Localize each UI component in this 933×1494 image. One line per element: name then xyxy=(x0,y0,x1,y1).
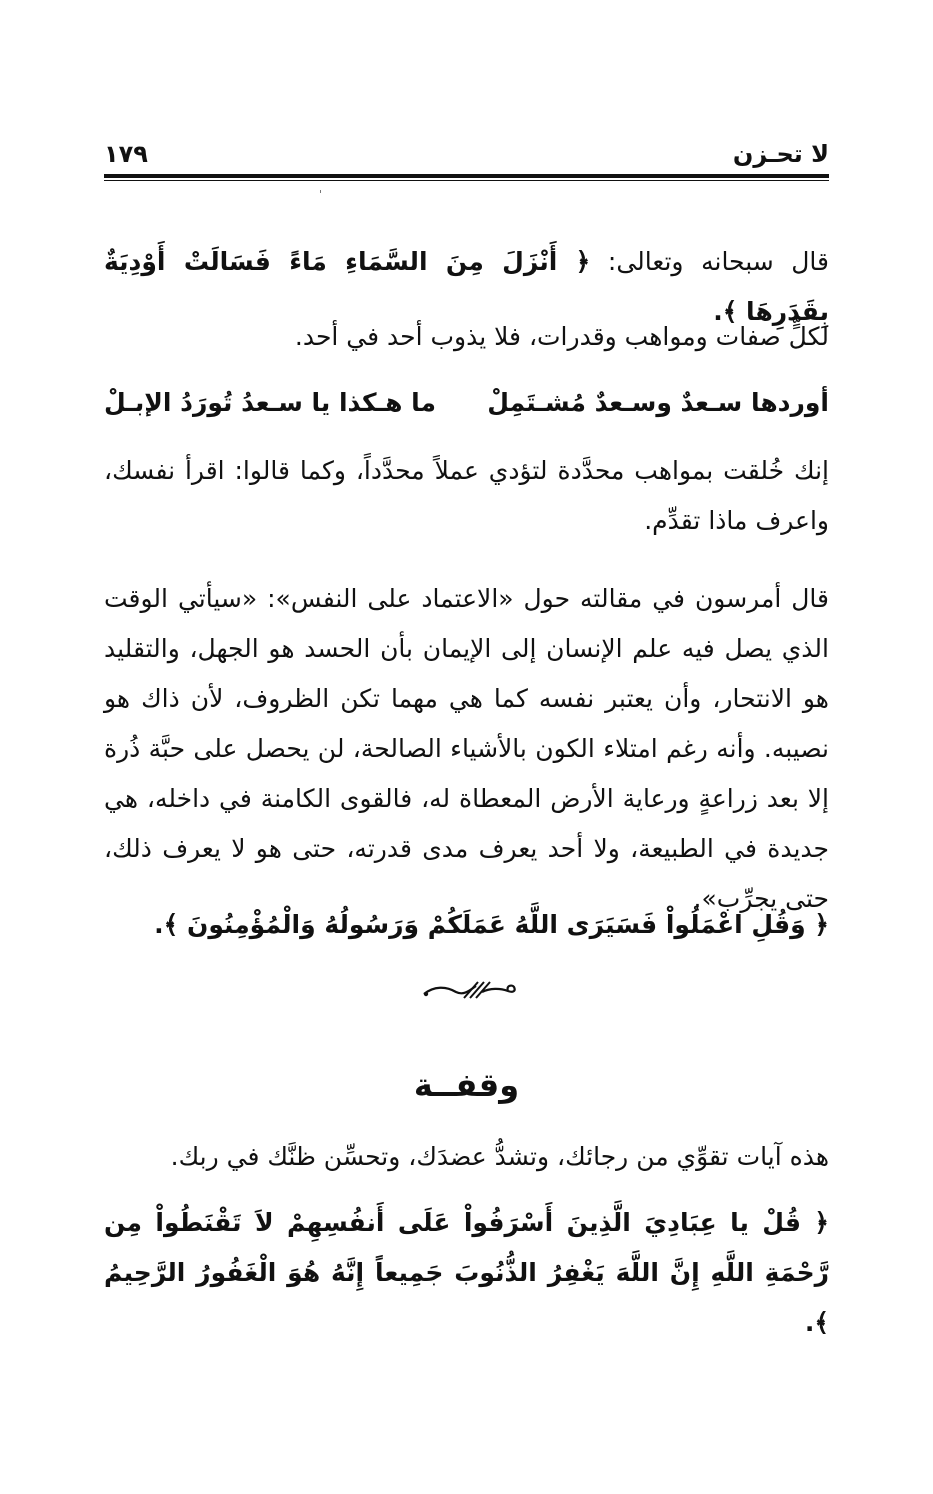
paragraph-abilities: لكلٍّ صفات ومواهب وقدرات، فلا يذوب أحد في أحد. xyxy=(294,322,829,351)
section-title: وقفــة xyxy=(413,1066,520,1104)
header-rule-thin xyxy=(104,180,829,181)
book-title: لا تحـزن xyxy=(732,140,829,168)
quran-verse-work: ﴿ وَقُلِ اعْمَلُواْ فَسَيَرَى اللَّهُ عَمَلَكُمْ وَرَسُولُهُ وَالْمُؤْمِنُونَ ﴾. xyxy=(154,910,829,939)
quran-verse: ﴿ أَنْزَلَ مِنَ السَّمَاءِ مَاءً فَسَالَتْ أَوْدِيَةٌ بِقَدَرِهَا ﴾. xyxy=(104,247,829,326)
page-number: ١٧٩ xyxy=(104,140,148,168)
paragraph-know-yourself: إنك خُلقت بمواهب محدَّدة لتؤدي عملاً محدَّداً، وكما قالوا: اقرأ نفسك، واعرف ماذا تقدِّم. xyxy=(104,456,829,535)
quran-verse-mercy: ﴿ قُلْ يا عِبَادِيَ الَّذِينَ أَسْرَفُواْ عَلَى أَنفُسِهِمْ لاَ تَقْنَطُواْ مِن رَّحْمَةِ اللَّهِ إِنَّ اللَّهَ يَغْفِرُ الذُّنُوبَ جَمِيعاً إِنَّهُ هُوَ الْغَفُورُ الرَّحِيمُ ﴾. xyxy=(104,1208,829,1337)
paragraph-intro-text: قال سبحانه وتعالى: xyxy=(590,247,829,276)
poem-verse xyxy=(104,378,829,428)
poem-first-hemistich: أوردها سـعدٌ وسـعدٌ مُشـتَمِلْ xyxy=(487,388,829,417)
print-speck xyxy=(320,190,321,193)
poem-second-hemistich: ما هـكذا يا سـعدُ تُورَدُ الإبـلْ xyxy=(104,388,436,417)
running-header xyxy=(104,134,829,174)
paragraph-emerson-quote: قال أمرسون في مقالته حول «الاعتماد على النفس»: «سيأتي الوقت الذي يصل فيه علم الإنسان إلى الإيمان بأن الحسد هو الجهل، والتقليد هو الانتحار، وأن يعتبر نفسه كما هي مهما تكن الظروف، لأن ذاك هو نصيبه. وأنه رغم امتلاء الكون بالأشياء الصالحة، لن يحصل على حبَّة ذُرة إلا بعد زراعةٍ ورعاية الأرض المعطاة له، فالقوى الكامنة في داخله، هي جديدة في الطبيعة، ولا أحد يعرف مدى قدرته، حتى هو لا يعرف ذلك، حتى يجرِّب». xyxy=(104,584,829,913)
decorative-flourish-icon xyxy=(420,978,520,1002)
header-rule-thick xyxy=(104,174,829,178)
paragraph-verses-hope: هذه آيات تقوِّي من رجائك، وتشدُّ عضدَك، وتحسِّن ظنَّك في ربك. xyxy=(170,1142,829,1171)
